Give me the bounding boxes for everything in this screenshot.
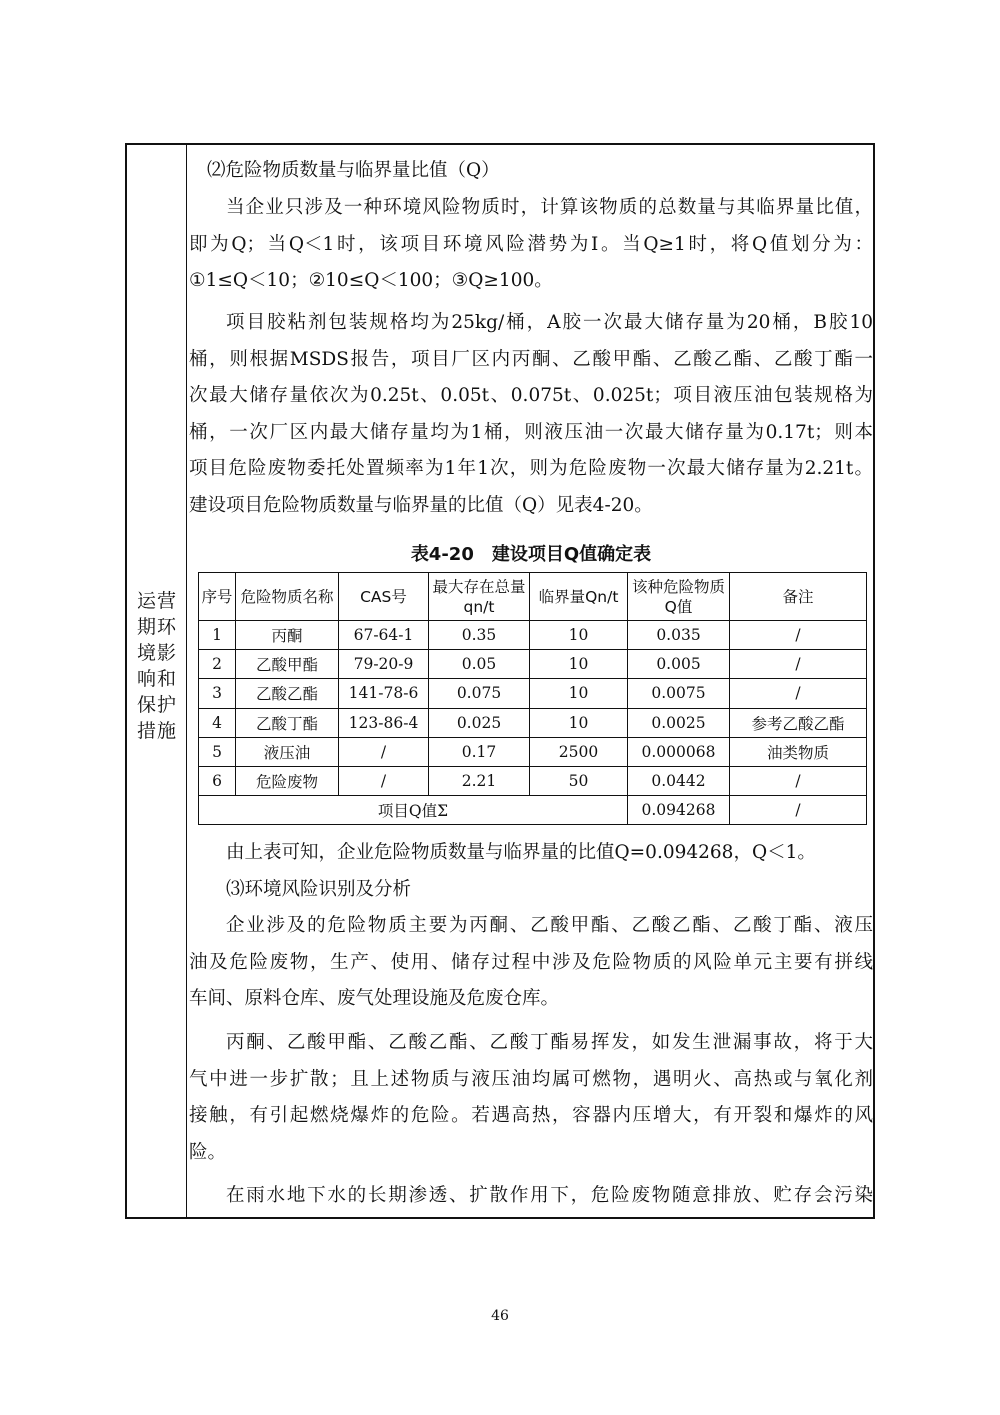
table-row [199, 737, 867, 766]
text-line: 即为Q；当Q＜1时，该项目环境风险潜势为I。当Q≥1时，将Q值划分为： [189, 233, 873, 255]
paragraph-risk-substances [189, 908, 873, 1018]
content-frame [125, 143, 875, 1219]
text-line: 由上表可知，企业危险物质数量与临界量的比值Q=0.094268，Q＜1。 [226, 842, 816, 863]
cell-cas: 123-86-4 [339, 708, 429, 737]
paragraph-conclusion [189, 835, 873, 872]
table-row [199, 766, 867, 795]
cell-cas: / [339, 766, 429, 795]
cell-cas: / [339, 737, 429, 766]
section-2-heading [189, 153, 873, 190]
side-label: 运营期环境影响和保护措施 [136, 590, 177, 742]
header-max-amount: 最大存在总量qn/t [429, 573, 530, 621]
cell-max: 0.05 [429, 650, 530, 679]
paragraph-q-definition [189, 190, 873, 300]
text-line: 项目胶粘剂包装规格均为25kg/桶，A胶一次最大储存量为20桶，B胶10 [226, 312, 873, 333]
header-name: 危险物质名称 [236, 573, 339, 621]
cell-q: 0.0075 [628, 679, 730, 708]
text-line: 接触，有引起燃烧爆炸的危险。若遇高热，容器内压增大，有开裂和爆炸的风 [189, 1105, 873, 1126]
text-line: 企业涉及的危险物质主要为丙酮、乙酸甲酯、乙酸乙酯、乙酸丁酯、液压 [226, 915, 873, 936]
cell-max: 0.025 [429, 708, 530, 737]
text-line: 项目危险废物委托处置频率为1年1次，则为危险废物一次最大储存量为2.21t。 [189, 458, 873, 479]
header-cas: CAS号 [339, 573, 429, 621]
header-note: 备注 [730, 573, 867, 621]
total-label: 项目Q值Σ [199, 796, 628, 825]
section-3-heading [189, 872, 873, 909]
text-line: 险。 [189, 1141, 227, 1163]
cell-q: 0.035 [628, 621, 730, 650]
cell-crit: 10 [530, 708, 628, 737]
header-critical: 临界量Qn/t [530, 573, 628, 621]
text-line: 桶，一次厂区内最大储存量均为1桶，则液压油一次最大储存量为0.17t；则本 [189, 421, 873, 443]
cell-crit: 10 [530, 679, 628, 708]
q-value-table [198, 572, 867, 825]
header-seq: 序号 [199, 573, 236, 621]
cell-seq: 5 [199, 737, 236, 766]
cell-crit: 50 [530, 766, 628, 795]
cell-seq: 4 [199, 708, 236, 737]
cell-note: / [730, 679, 867, 708]
table-row [199, 708, 867, 737]
text-line: 建设项目危险物质数量与临界量的比值（Q）见表4-20。 [189, 494, 653, 516]
paragraph-hazardous-waste [189, 1178, 873, 1215]
cell-note: / [730, 621, 867, 650]
section-2-heading-text: ⑵危险物质数量与临界量比值（Q） [207, 160, 500, 181]
section-3-heading-text: ⑶环境风险识别及分析 [226, 879, 412, 900]
cell-cas: 141-78-6 [339, 679, 429, 708]
cell-note: 油类物质 [730, 737, 867, 766]
cell-crit: 2500 [530, 737, 628, 766]
cell-note: 参考乙酸乙酯 [730, 708, 867, 737]
text-line: 在雨水地下水的长期渗透、扩散作用下，危险废物随意排放、贮存会污染 [226, 1185, 873, 1206]
text-line: 气中进一步扩散；且上述物质与液压油均属可燃物，遇明火、高热或与氧化剂 [189, 1068, 873, 1090]
cell-name: 乙酸乙酯 [236, 679, 339, 708]
table-row [199, 679, 867, 708]
cell-note: / [730, 766, 867, 795]
cell-q: 0.005 [628, 650, 730, 679]
cell-max: 0.35 [429, 621, 530, 650]
text-line: 桶，则根据MSDS报告，项目厂区内丙酮、乙酸甲酯、乙酸乙酯、乙酸丁酯一 [189, 348, 873, 370]
cell-name: 丙酮 [236, 621, 339, 650]
cell-seq: 6 [199, 766, 236, 795]
total-note: / [730, 796, 867, 825]
text-line: 车间、原料仓库、废气处理设施及危废仓库。 [189, 988, 560, 1009]
text-line: ①1≤Q＜10；②10≤Q＜100；③Q≥100。 [189, 270, 553, 291]
cell-name: 危险废物 [236, 766, 339, 795]
text-line: 次最大储存量依次为0.25t、0.05t、0.075t、0.025t；项目液压油包装规格为 [189, 385, 873, 406]
total-q: 0.094268 [628, 796, 730, 825]
cell-cas: 67-64-1 [339, 621, 429, 650]
header-q-value: 该种危险物质Q值 [628, 573, 730, 621]
cell-q: 0.0442 [628, 766, 730, 795]
cell-seq: 2 [199, 650, 236, 679]
table-title: 表4-20 建设项目Q值确定表 [410, 544, 652, 565]
cell-max: 0.075 [429, 679, 530, 708]
cell-note: / [730, 650, 867, 679]
cell-max: 0.17 [429, 737, 530, 766]
left-column [127, 145, 187, 1217]
cell-seq: 1 [199, 621, 236, 650]
cell-name: 乙酸丁酯 [236, 708, 339, 737]
cell-crit: 10 [530, 650, 628, 679]
table-header-row [199, 573, 867, 621]
text-line: 油及危险废物，生产、使用、储存过程中涉及危险物质的风险单元主要有拼线 [189, 951, 873, 973]
cell-crit: 10 [530, 621, 628, 650]
text-line: 当企业只涉及一种环境风险物质时，计算该物质的总数量与其临界量比值， [226, 197, 873, 218]
cell-cas: 79-20-9 [339, 650, 429, 679]
cell-q: 0.000068 [628, 737, 730, 766]
table-total-row [199, 796, 867, 825]
cell-seq: 3 [199, 679, 236, 708]
cell-q: 0.0025 [628, 708, 730, 737]
table-row [199, 621, 867, 650]
cell-name: 液压油 [236, 737, 339, 766]
cell-name: 乙酸甲酯 [236, 650, 339, 679]
text-line: 丙酮、乙酸甲酯、乙酸乙酯、乙酸丁酯易挥发，如发生泄漏事故，将于大 [226, 1032, 873, 1053]
table-row [199, 650, 867, 679]
paragraph-storage [189, 305, 873, 524]
paragraph-risk-analysis [189, 1025, 873, 1171]
page-number: 46 [491, 1308, 509, 1324]
cell-max: 2.21 [429, 766, 530, 795]
